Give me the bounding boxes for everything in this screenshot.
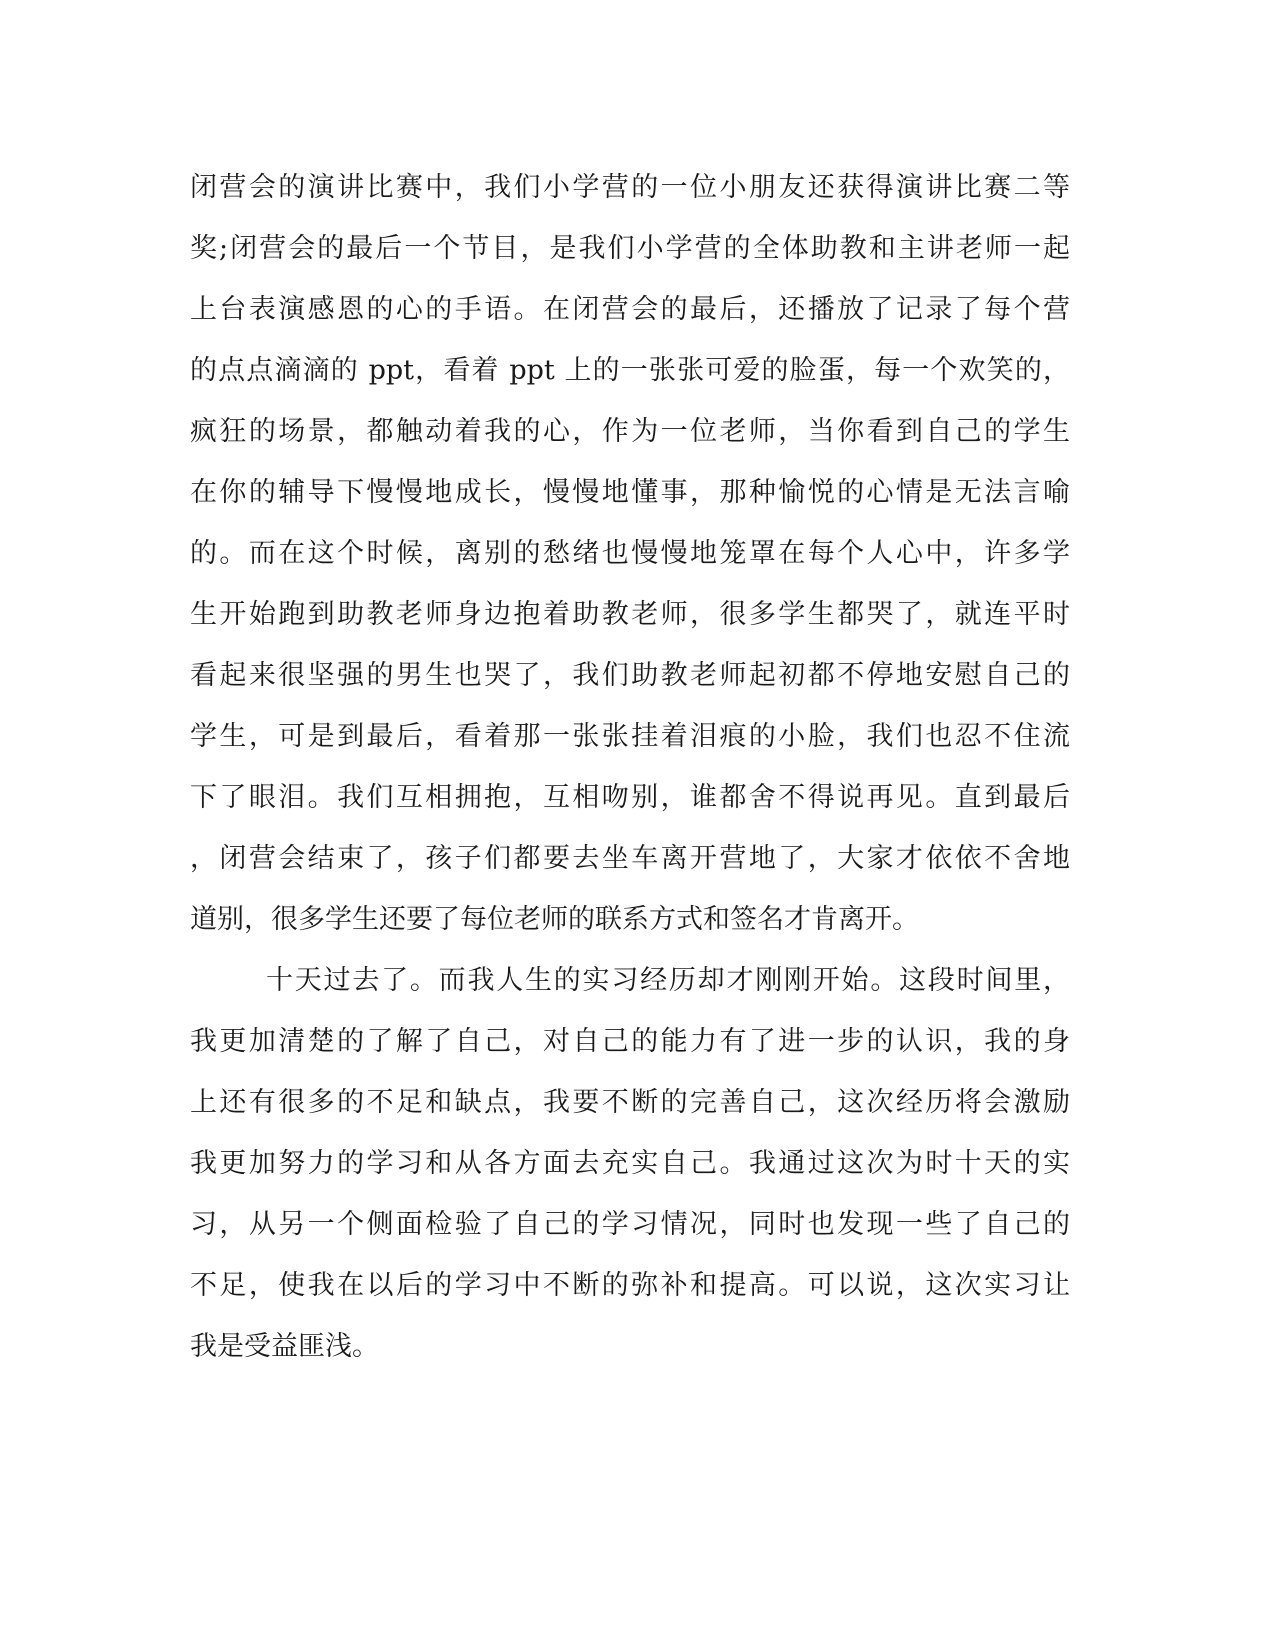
text-line: 习，从另一个侧面检验了自己的学习情况，同时也发现一些了自己的 [190,1209,1070,1240]
text-line: 不足，使我在以后的学习中不断的弥补和提高。可以说，这次实习让 [190,1270,1070,1301]
text-line: 在你的辅导下慢慢地成长，慢慢地懂事，那种愉悦的心情是无法言喻 [190,477,1070,508]
text-line: ，闭营会结束了，孩子们都要去坐车离开营地了，大家才依依不舍地 [190,843,1070,874]
text-line: 十天过去了。而我人生的实习经历却才刚刚开始。这段时间里， [266,965,1070,996]
text-line: 疯狂的场景，都触动着我的心，作为一位老师，当你看到自己的学生 [190,416,1070,447]
text-line: 道别，很多学生还要了每位老师的联系方式和签名才肯离开。 [190,904,919,935]
text-line: 生开始跑到助教老师身边抱着助教老师，很多学生都哭了，就连平时 [190,599,1070,630]
text-line: 上台表演感恩的心的手语。在闭营会的最后，还播放了记录了每个营 [190,294,1070,325]
text-line: 看起来很坚强的男生也哭了，我们助教老师起初都不停地安慰自己的 [190,660,1070,691]
body-text [190,157,1070,1377]
paragraph-2 [190,950,1070,1377]
text-line: 我更加努力的学习和从各方面去充实自己。我通过这次为时十天的实 [190,1148,1070,1179]
text-line: 上还有很多的不足和缺点，我要不断的完善自己，这次经历将会激励 [190,1087,1070,1118]
text-line: 的。而在这个时候，离别的愁绪也慢慢地笼罩在每个人心中，许多学 [190,538,1070,569]
text-line: 奖;闭营会的最后一个节目，是我们小学营的全体助教和主讲老师一起 [190,233,1070,264]
text-line: 闭营会的演讲比赛中，我们小学营的一位小朋友还获得演讲比赛二等 [190,172,1070,203]
text-line: 下了眼泪。我们互相拥抱，互相吻别，谁都舍不得说再见。直到最后 [190,782,1070,813]
paragraph-1 [190,157,1070,950]
text-line: 我是受益匪浅。 [190,1331,379,1362]
text-line: 的点点滴滴的 ppt，看着 ppt 上的一张张可爱的脸蛋，每一个欢笑的， [190,355,1070,386]
text-line: 我更加清楚的了解了自己，对自己的能力有了进一步的认识，我的身 [190,1026,1070,1057]
text-line: 学生，可是到最后，看着那一张张挂着泪痕的小脸，我们也忍不住流 [190,721,1070,752]
